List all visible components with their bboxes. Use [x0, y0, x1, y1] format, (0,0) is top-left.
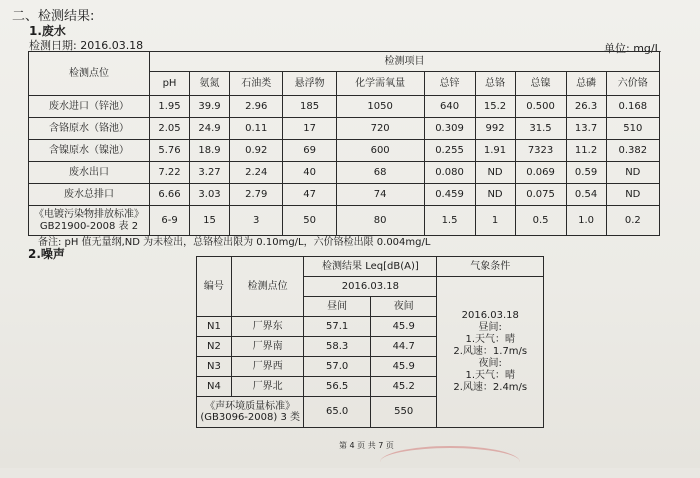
- row-value: 2.79: [230, 184, 283, 206]
- row-value: 600: [336, 140, 424, 162]
- row-no: N4: [197, 377, 232, 397]
- red-stamp: [380, 446, 520, 478]
- header-items: 检测项目: [150, 52, 660, 72]
- row-value: ND: [475, 184, 515, 206]
- row-no: N2: [197, 337, 232, 357]
- row-value: 992: [475, 118, 515, 140]
- row-site: 厂界北: [231, 377, 304, 397]
- row-site: 厂界西: [231, 357, 304, 377]
- column-header: 化学需氧量: [336, 72, 424, 96]
- row-value: 7.22: [150, 162, 190, 184]
- standard-value: 15: [190, 206, 230, 236]
- row-value: 15.2: [475, 96, 515, 118]
- row-value: 18.9: [190, 140, 230, 162]
- table-row: [29, 96, 660, 118]
- standard-value: 3: [230, 206, 283, 236]
- header-site: 检测点位: [29, 52, 150, 96]
- row-value: 69: [283, 140, 336, 162]
- row-value: 0.459: [424, 184, 475, 206]
- row-value: 0.080: [424, 162, 475, 184]
- row-value: 640: [424, 96, 475, 118]
- row-no: N1: [197, 317, 232, 337]
- row-value: 2.05: [150, 118, 190, 140]
- row-site: 含镍原水（镍池）: [29, 140, 150, 162]
- row-value: 3.03: [190, 184, 230, 206]
- header-night: 夜间: [370, 297, 437, 317]
- row-day: 58.3: [304, 337, 371, 357]
- table-row: [29, 162, 660, 184]
- row-value: 3.27: [190, 162, 230, 184]
- row-value: 0.069: [515, 162, 566, 184]
- row-value: 0.500: [515, 96, 566, 118]
- weather-conditions: 2016.03.18 昼间: 1.天气：晴 2.风速：1.7m/s 夜间: 1.天气：晴 2.风速：2.4m/s: [437, 277, 544, 428]
- row-value: 7323: [515, 140, 566, 162]
- column-header: 六价铬: [606, 72, 659, 96]
- row-value: 13.7: [566, 118, 606, 140]
- row-value: 0.92: [230, 140, 283, 162]
- row-value: ND: [606, 184, 659, 206]
- row-site: 废水出口: [29, 162, 150, 184]
- row-value: 39.9: [190, 96, 230, 118]
- row-value: 1.91: [475, 140, 515, 162]
- row-value: 0.075: [515, 184, 566, 206]
- column-header: 总镍: [515, 72, 566, 96]
- row-site: 废水总排口: [29, 184, 150, 206]
- row-night: 45.9: [370, 357, 437, 377]
- column-header: 氨氮: [190, 72, 230, 96]
- unit-label: 单位: mg/L: [604, 42, 661, 55]
- header-date: 2016.03.18: [304, 277, 437, 297]
- row-value: 0.11: [230, 118, 283, 140]
- column-header: 总铬: [475, 72, 515, 96]
- row-day: 57.0: [304, 357, 371, 377]
- row-value: 68: [336, 162, 424, 184]
- row-site: 含铬原水（铬池）: [29, 118, 150, 140]
- row-value: 1050: [336, 96, 424, 118]
- row-value: 40: [283, 162, 336, 184]
- column-header: 悬浮物: [283, 72, 336, 96]
- row-site: 厂界东: [231, 317, 304, 337]
- row-night: 45.2: [370, 377, 437, 397]
- standard-value: 0.5: [515, 206, 566, 236]
- row-value: 0.168: [606, 96, 659, 118]
- row-value: 185: [283, 96, 336, 118]
- column-header: 石油类: [230, 72, 283, 96]
- standard-value: 1.5: [424, 206, 475, 236]
- row-value: 24.9: [190, 118, 230, 140]
- row-value: 510: [606, 118, 659, 140]
- row-value: 6.66: [150, 184, 190, 206]
- row-value: 0.54: [566, 184, 606, 206]
- wastewater-heading: 1.废水: [29, 24, 66, 38]
- row-value: 2.24: [230, 162, 283, 184]
- row-night: 45.9: [370, 317, 437, 337]
- row-value: ND: [606, 162, 659, 184]
- header-day: 昼间: [304, 297, 371, 317]
- column-header: 总磷: [566, 72, 606, 96]
- standard-name: 《电镀污染物排放标准》 GB21900-2008 表 2: [29, 206, 150, 236]
- row-site: 厂界南: [231, 337, 304, 357]
- noise-heading: 2.噪声: [28, 247, 65, 261]
- row-value: 2.96: [230, 96, 283, 118]
- row-value: 0.309: [424, 118, 475, 140]
- row-night: 44.7: [370, 337, 437, 357]
- row-value: 0.255: [424, 140, 475, 162]
- row-day: 56.5: [304, 377, 371, 397]
- noise-table: [196, 256, 544, 428]
- row-value: 720: [336, 118, 424, 140]
- row-value: ND: [475, 162, 515, 184]
- row-value: 5.76: [150, 140, 190, 162]
- row-value: 1.95: [150, 96, 190, 118]
- row-value: 74: [336, 184, 424, 206]
- standard-night: 550: [370, 397, 437, 428]
- standard-value: 1.0: [566, 206, 606, 236]
- column-header: pH: [150, 72, 190, 96]
- row-day: 57.1: [304, 317, 371, 337]
- row-no: N3: [197, 357, 232, 377]
- standard-name: 《声环境质量标准》 (GB3096-2008) 3 类: [197, 397, 304, 428]
- standard-value: 0.2: [606, 206, 659, 236]
- test-date: 检测日期: 2016.03.18: [29, 39, 144, 52]
- header-site: 检测点位: [231, 257, 304, 317]
- row-value: 47: [283, 184, 336, 206]
- row-site: 废水进口（锌池）: [29, 96, 150, 118]
- table-row: [29, 140, 660, 162]
- row-value: 17: [283, 118, 336, 140]
- table-row: [29, 118, 660, 140]
- standard-day: 65.0: [304, 397, 371, 428]
- row-value: 11.2: [566, 140, 606, 162]
- row-value: 31.5: [515, 118, 566, 140]
- table-row: [29, 184, 660, 206]
- header-result: 检测结果 Leq[dB(A)]: [304, 257, 437, 277]
- row-value: 0.59: [566, 162, 606, 184]
- section-title: 二、检测结果:: [12, 9, 95, 24]
- standard-value: 1: [475, 206, 515, 236]
- row-value: 26.3: [566, 96, 606, 118]
- header-weather: 气象条件: [437, 257, 544, 277]
- standard-value: 80: [336, 206, 424, 236]
- page-footer: 第 4 页 共 7 页: [339, 441, 394, 450]
- column-header: 总锌: [424, 72, 475, 96]
- wastewater-table: [28, 51, 660, 236]
- header-no: 编号: [197, 257, 232, 317]
- standard-value: 6-9: [150, 206, 190, 236]
- row-value: 0.382: [606, 140, 659, 162]
- remark: 备注: pH 值无量纲,ND 为未检出，总铬检出限为 0.10mg/L，六价铬检出限 0.004mg/L: [38, 237, 431, 248]
- standard-value: 50: [283, 206, 336, 236]
